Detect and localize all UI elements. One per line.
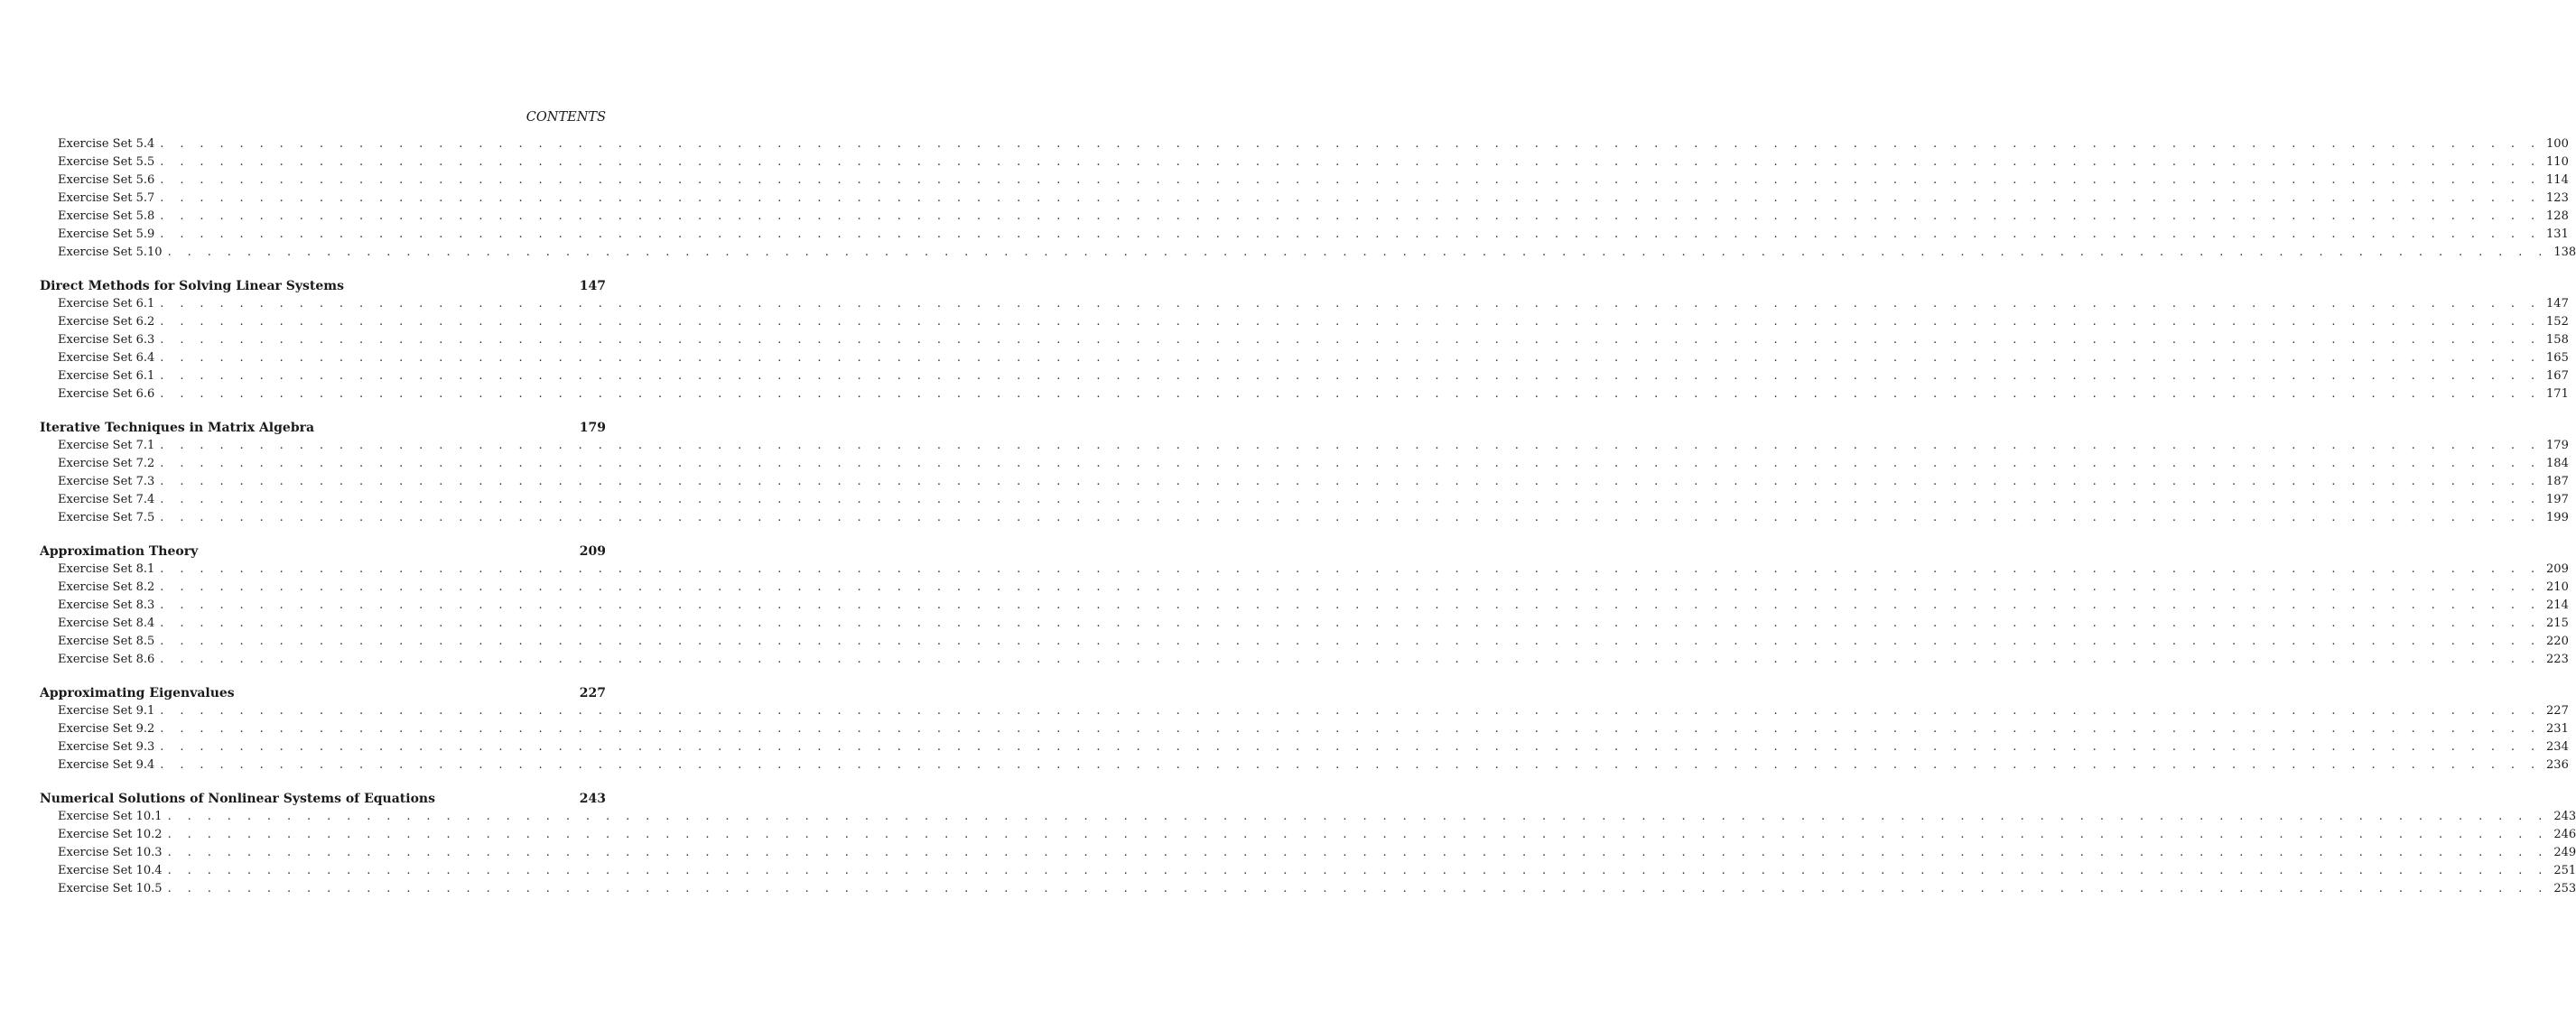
chapter-heading[interactable] xyxy=(40,684,606,702)
entry-page-number: 138 xyxy=(2553,246,2576,259)
entry-label: Exercise Set 7.2 xyxy=(58,457,155,470)
entry-page-number: 158 xyxy=(2546,333,2569,347)
dot-leader: . . . . . . . . . . . . . . . . . . . . . . . . . . . . . . . . . . . . . . . . . . . . . . . . . . . . . . . . . . . . . . . . . . . . . . . . . . . . . . . . . . . . . . . . . . . . . . . . . . . . . . . . . . . . . . . . . . . . . . . . xyxy=(160,155,2542,169)
entry-page-number: 223 xyxy=(2546,653,2569,666)
entry-label: Exercise Set 9.3 xyxy=(58,740,155,754)
toc-entry[interactable] xyxy=(58,190,2569,208)
dot-leader: . . . . . . . . . . . . . . . . . . . . . . . . . . . . . . . . . . . . . . . . . . . . . . . . . . . . . . . . . . . . . . . . . . . . . . . . . . . . . . . . . . . . . . . . . . . . . . . . . . . . . . . . . . . . . . . . . . . . . . . . xyxy=(160,740,2542,754)
dot-leader: . . . . . . . . . . . . . . . . . . . . . . . . . . . . . . . . . . . . . . . . . . . . . . . . . . . . . . . . . . . . . . . . . . . . . . . . . . . . . . . . . . . . . . . . . . . . . . . . . . . . . . . . . . . . . . . . . . . . . . . . xyxy=(160,511,2542,524)
entry-page-number: 110 xyxy=(2546,155,2569,169)
toc-entry[interactable] xyxy=(58,135,2569,153)
toc-entry[interactable] xyxy=(58,509,2569,527)
toc-entry[interactable] xyxy=(58,738,2569,756)
dot-leader: . . . . . . . . . . . . . . . . . . . . . . . . . . . . . . . . . . . . . . . . . . . . . . . . . . . . . . . . . . . . . . . . . . . . . . . . . . . . . . . . . . . . . . . . . . . . . . . . . . . . . . . . . . . . . . . . . . . . . . . . xyxy=(160,173,2542,187)
chapter-heading[interactable] xyxy=(40,419,606,437)
dot-leader: . . . . . . . . . . . . . . . . . . . . . . . . . . . . . . . . . . . . . . . . . . . . . . . . . . . . . . . . . . . . . . . . . . . . . . . . . . . . . . . . . . . . . . . . . . . . . . . . . . . . . . . . . . . . . . . . . . . . . . . . xyxy=(167,828,2549,841)
toc-section xyxy=(0,419,2569,527)
entry-page-number: 231 xyxy=(2546,722,2569,736)
entry-label: Exercise Set 10.1 xyxy=(58,810,163,823)
chapter-page-number: 147 xyxy=(579,279,606,293)
dot-leader: . . . . . . . . . . . . . . . . . . . . . . . . . . . . . . . . . . . . . . . . . . . . . . . . . . . . . . . . . . . . . . . . . . . . . . . . . . . . . . . . . . . . . . . . . . . . . . . . . . . . . . . . . . . . . . . . . . . . . . . . xyxy=(167,882,2549,895)
toc-entry[interactable] xyxy=(58,561,2569,579)
toc-entry[interactable] xyxy=(58,651,2569,669)
entry-page-number: 100 xyxy=(2546,137,2569,151)
entry-page-number: 197 xyxy=(2546,493,2569,506)
entry-label: Exercise Set 10.3 xyxy=(58,846,163,859)
entry-label: Exercise Set 5.4 xyxy=(58,137,155,151)
entry-label: Exercise Set 5.10 xyxy=(58,246,163,259)
toc-entry[interactable] xyxy=(58,633,2569,651)
dot-leader: . . . . . . . . . . . . . . . . . . . . . . . . . . . . . . . . . . . . . . . . . . . . . . . . . . . . . . . . . . . . . . . . . . . . . . . . . . . . . . . . . . . . . . . . . . . . . . . . . . . . . . . . . . . . . . . . . . . . . . . . xyxy=(160,635,2542,648)
chapter-title: Approximating Eigenvalues xyxy=(40,686,235,700)
dot-leader: . . . . . . . . . . . . . . . . . . . . . . . . . . . . . . . . . . . . . . . . . . . . . . . . . . . . . . . . . . . . . . . . . . . . . . . . . . . . . . . . . . . . . . . . . . . . . . . . . . . . . . . . . . . . . . . . . . . . . . . . xyxy=(160,704,2542,718)
dot-leader: . . . . . . . . . . . . . . . . . . . . . . . . . . . . . . . . . . . . . . . . . . . . . . . . . . . . . . . . . . . . . . . . . . . . . . . . . . . . . . . . . . . . . . . . . . . . . . . . . . . . . . . . . . . . . . . . . . . . . . . . xyxy=(160,722,2542,736)
entry-label: Exercise Set 8.1 xyxy=(58,562,155,576)
dot-leader: . . . . . . . . . . . . . . . . . . . . . . . . . . . . . . . . . . . . . . . . . . . . . . . . . . . . . . . . . . . . . . . . . . . . . . . . . . . . . . . . . . . . . . . . . . . . . . . . . . . . . . . . . . . . . . . . . . . . . . . . xyxy=(160,758,2542,772)
entry-label: Exercise Set 6.3 xyxy=(58,333,155,347)
entry-page-number: 246 xyxy=(2553,828,2576,841)
entry-page-number: 167 xyxy=(2546,369,2569,383)
chapter-heading[interactable] xyxy=(40,543,606,561)
toc-section xyxy=(0,135,2576,262)
dot-leader: . . . . . . . . . . . . . . . . . . . . . . . . . . . . . . . . . . . . . . . . . . . . . . . . . . . . . . . . . . . . . . . . . . . . . . . . . . . . . . . . . . . . . . . . . . . . . . . . . . . . . . . . . . . . . . . . . . . . . . . . xyxy=(160,439,2542,452)
entry-page-number: 209 xyxy=(2546,562,2569,576)
entry-label: Exercise Set 5.7 xyxy=(58,191,155,205)
toc-entry[interactable] xyxy=(58,313,2569,331)
entry-label: Exercise Set 10.2 xyxy=(58,828,163,841)
toc-entry[interactable] xyxy=(58,153,2569,172)
chapter-page-number: 179 xyxy=(579,421,606,435)
entry-label: Exercise Set 8.6 xyxy=(58,653,155,666)
entry-page-number: 114 xyxy=(2546,173,2569,187)
table-of-contents xyxy=(0,135,2576,914)
toc-entry[interactable] xyxy=(58,579,2569,597)
toc-entry[interactable] xyxy=(58,720,2569,738)
entry-label: Exercise Set 7.5 xyxy=(58,511,155,524)
toc-entry[interactable] xyxy=(58,473,2569,491)
entry-page-number: 214 xyxy=(2546,598,2569,612)
toc-entry[interactable] xyxy=(58,367,2569,385)
entry-page-number: 210 xyxy=(2546,580,2569,594)
toc-entry[interactable] xyxy=(58,331,2569,349)
toc-entry[interactable] xyxy=(58,756,2569,774)
toc-entry[interactable] xyxy=(58,244,2576,262)
entry-page-number: 131 xyxy=(2546,227,2569,241)
entry-page-number: 234 xyxy=(2546,740,2569,754)
entry-label: Exercise Set 8.2 xyxy=(58,580,155,594)
entry-label: Exercise Set 9.4 xyxy=(58,758,155,772)
entry-label: Exercise Set 9.2 xyxy=(58,722,155,736)
dot-leader: . . . . . . . . . . . . . . . . . . . . . . . . . . . . . . . . . . . . . . . . . . . . . . . . . . . . . . . . . . . . . . . . . . . . . . . . . . . . . . . . . . . . . . . . . . . . . . . . . . . . . . . . . . . . . . . . . . . . . . . . xyxy=(160,137,2542,151)
dot-leader: . . . . . . . . . . . . . . . . . . . . . . . . . . . . . . . . . . . . . . . . . . . . . . . . . . . . . . . . . . . . . . . . . . . . . . . . . . . . . . . . . . . . . . . . . . . . . . . . . . . . . . . . . . . . . . . . . . . . . . . . xyxy=(160,333,2542,347)
dot-leader: . . . . . . . . . . . . . . . . . . . . . . . . . . . . . . . . . . . . . . . . . . . . . . . . . . . . . . . . . . . . . . . . . . . . . . . . . . . . . . . . . . . . . . . . . . . . . . . . . . . . . . . . . . . . . . . . . . . . . . . . xyxy=(160,580,2542,594)
toc-entry[interactable] xyxy=(58,349,2569,367)
toc-entry[interactable] xyxy=(58,862,2576,880)
entry-label: Exercise Set 7.4 xyxy=(58,493,155,506)
entry-label: Exercise Set 5.5 xyxy=(58,155,155,169)
chapter-title: Approximation Theory xyxy=(40,544,199,559)
entry-page-number: 251 xyxy=(2553,864,2576,877)
chapter-title: Iterative Techniques in Matrix Algebra xyxy=(40,421,315,435)
chapter-page-number: 209 xyxy=(579,544,606,559)
entry-page-number: 147 xyxy=(2546,297,2569,311)
dot-leader: . . . . . . . . . . . . . . . . . . . . . . . . . . . . . . . . . . . . . . . . . . . . . . . . . . . . . . . . . . . . . . . . . . . . . . . . . . . . . . . . . . . . . . . . . . . . . . . . . . . . . . . . . . . . . . . . . . . . . . . . xyxy=(160,562,2542,576)
entry-label: Exercise Set 8.4 xyxy=(58,617,155,630)
dot-leader: . . . . . . . . . . . . . . . . . . . . . . . . . . . . . . . . . . . . . . . . . . . . . . . . . . . . . . . . . . . . . . . . . . . . . . . . . . . . . . . . . . . . . . . . . . . . . . . . . . . . . . . . . . . . . . . . . . . . . . . . xyxy=(160,475,2542,488)
entry-page-number: 215 xyxy=(2546,617,2569,630)
dot-leader: . . . . . . . . . . . . . . . . . . . . . . . . . . . . . . . . . . . . . . . . . . . . . . . . . . . . . . . . . . . . . . . . . . . . . . . . . . . . . . . . . . . . . . . . . . . . . . . . . . . . . . . . . . . . . . . . . . . . . . . . xyxy=(160,227,2542,241)
toc-entry[interactable] xyxy=(58,844,2576,862)
entry-page-number: 220 xyxy=(2546,635,2569,648)
toc-entry[interactable] xyxy=(58,702,2569,720)
toc-entry[interactable] xyxy=(58,808,2576,826)
entry-page-number: 249 xyxy=(2553,846,2576,859)
entry-page-number: 128 xyxy=(2546,209,2569,223)
entry-label: Exercise Set 10.5 xyxy=(58,882,163,895)
entry-label: Exercise Set 5.9 xyxy=(58,227,155,241)
dot-leader: . . . . . . . . . . . . . . . . . . . . . . . . . . . . . . . . . . . . . . . . . . . . . . . . . . . . . . . . . . . . . . . . . . . . . . . . . . . . . . . . . . . . . . . . . . . . . . . . . . . . . . . . . . . . . . . . . . . . . . . . xyxy=(160,351,2542,365)
dot-leader: . . . . . . . . . . . . . . . . . . . . . . . . . . . . . . . . . . . . . . . . . . . . . . . . . . . . . . . . . . . . . . . . . . . . . . . . . . . . . . . . . . . . . . . . . . . . . . . . . . . . . . . . . . . . . . . . . . . . . . . . xyxy=(160,617,2542,630)
dot-leader: . . . . . . . . . . . . . . . . . . . . . . . . . . . . . . . . . . . . . . . . . . . . . . . . . . . . . . . . . . . . . . . . . . . . . . . . . . . . . . . . . . . . . . . . . . . . . . . . . . . . . . . . . . . . . . . . . . . . . . . . xyxy=(167,810,2549,823)
chapter-heading[interactable] xyxy=(40,790,606,808)
toc-entry[interactable] xyxy=(58,880,2576,898)
toc-entry[interactable] xyxy=(58,295,2569,313)
entry-label: Exercise Set 8.3 xyxy=(58,598,155,612)
chapter-title: Direct Methods for Solving Linear Systems xyxy=(40,279,344,293)
toc-section xyxy=(0,684,2569,774)
toc-section xyxy=(0,277,2569,403)
entry-label: Exercise Set 6.1 xyxy=(58,369,155,383)
running-header: CONTENTS xyxy=(525,110,606,125)
toc-entry[interactable] xyxy=(58,615,2569,633)
toc-entry[interactable] xyxy=(58,455,2569,473)
entry-page-number: 123 xyxy=(2546,191,2569,205)
dot-leader: . . . . . . . . . . . . . . . . . . . . . . . . . . . . . . . . . . . . . . . . . . . . . . . . . . . . . . . . . . . . . . . . . . . . . . . . . . . . . . . . . . . . . . . . . . . . . . . . . . . . . . . . . . . . . . . . . . . . . . . . xyxy=(160,315,2542,329)
entry-page-number: 227 xyxy=(2546,704,2569,718)
dot-leader: . . . . . . . . . . . . . . . . . . . . . . . . . . . . . . . . . . . . . . . . . . . . . . . . . . . . . . . . . . . . . . . . . . . . . . . . . . . . . . . . . . . . . . . . . . . . . . . . . . . . . . . . . . . . . . . . . . . . . . . . xyxy=(167,864,2549,877)
toc-entry[interactable] xyxy=(58,491,2569,509)
toc-entry[interactable] xyxy=(58,597,2569,615)
chapter-heading[interactable] xyxy=(40,277,606,295)
entry-label: Exercise Set 6.2 xyxy=(58,315,155,329)
dot-leader: . . . . . . . . . . . . . . . . . . . . . . . . . . . . . . . . . . . . . . . . . . . . . . . . . . . . . . . . . . . . . . . . . . . . . . . . . . . . . . . . . . . . . . . . . . . . . . . . . . . . . . . . . . . . . . . . . . . . . . . . xyxy=(160,493,2542,506)
dot-leader: . . . . . . . . . . . . . . . . . . . . . . . . . . . . . . . . . . . . . . . . . . . . . . . . . . . . . . . . . . . . . . . . . . . . . . . . . . . . . . . . . . . . . . . . . . . . . . . . . . . . . . . . . . . . . . . . . . . . . . . . xyxy=(160,598,2542,612)
dot-leader: . . . . . . . . . . . . . . . . . . . . . . . . . . . . . . . . . . . . . . . . . . . . . . . . . . . . . . . . . . . . . . . . . . . . . . . . . . . . . . . . . . . . . . . . . . . . . . . . . . . . . . . . . . . . . . . . . . . . . . . . xyxy=(160,297,2542,311)
dot-leader: . . . . . . . . . . . . . . . . . . . . . . . . . . . . . . . . . . . . . . . . . . . . . . . . . . . . . . . . . . . . . . . . . . . . . . . . . . . . . . . . . . . . . . . . . . . . . . . . . . . . . . . . . . . . . . . . . . . . . . . . xyxy=(167,846,2549,859)
entry-label: Exercise Set 5.8 xyxy=(58,209,155,223)
entry-page-number: 199 xyxy=(2546,511,2569,524)
entry-page-number: 184 xyxy=(2546,457,2569,470)
entry-page-number: 179 xyxy=(2546,439,2569,452)
dot-leader: . . . . . . . . . . . . . . . . . . . . . . . . . . . . . . . . . . . . . . . . . . . . . . . . . . . . . . . . . . . . . . . . . . . . . . . . . . . . . . . . . . . . . . . . . . . . . . . . . . . . . . . . . . . . . . . . . . . . . . . . xyxy=(160,369,2542,383)
dot-leader: . . . . . . . . . . . . . . . . . . . . . . . . . . . . . . . . . . . . . . . . . . . . . . . . . . . . . . . . . . . . . . . . . . . . . . . . . . . . . . . . . . . . . . . . . . . . . . . . . . . . . . . . . . . . . . . . . . . . . . . . xyxy=(160,209,2542,223)
entry-label: Exercise Set 7.1 xyxy=(58,439,155,452)
entry-page-number: 171 xyxy=(2546,387,2569,401)
entry-label: Exercise Set 10.4 xyxy=(58,864,163,877)
dot-leader: . . . . . . . . . . . . . . . . . . . . . . . . . . . . . . . . . . . . . . . . . . . . . . . . . . . . . . . . . . . . . . . . . . . . . . . . . . . . . . . . . . . . . . . . . . . . . . . . . . . . . . . . . . . . . . . . . . . . . . . . xyxy=(160,653,2542,666)
dot-leader: . . . . . . . . . . . . . . . . . . . . . . . . . . . . . . . . . . . . . . . . . . . . . . . . . . . . . . . . . . . . . . . . . . . . . . . . . . . . . . . . . . . . . . . . . . . . . . . . . . . . . . . . . . . . . . . . . . . . . . . . xyxy=(160,191,2542,205)
toc-entry[interactable] xyxy=(58,385,2569,403)
toc-entry[interactable] xyxy=(58,437,2569,455)
chapter-title: Numerical Solutions of Nonlinear Systems of Equations xyxy=(40,792,435,806)
chapter-page-number: 227 xyxy=(579,686,606,700)
dot-leader: . . . . . . . . . . . . . . . . . . . . . . . . . . . . . . . . . . . . . . . . . . . . . . . . . . . . . . . . . . . . . . . . . . . . . . . . . . . . . . . . . . . . . . . . . . . . . . . . . . . . . . . . . . . . . . . . . . . . . . . . xyxy=(167,246,2549,259)
entry-page-number: 187 xyxy=(2546,475,2569,488)
entry-label: Exercise Set 7.3 xyxy=(58,475,155,488)
dot-leader: . . . . . . . . . . . . . . . . . . . . . . . . . . . . . . . . . . . . . . . . . . . . . . . . . . . . . . . . . . . . . . . . . . . . . . . . . . . . . . . . . . . . . . . . . . . . . . . . . . . . . . . . . . . . . . . . . . . . . . . . xyxy=(160,387,2542,401)
entry-page-number: 243 xyxy=(2553,810,2576,823)
entry-label: Exercise Set 8.5 xyxy=(58,635,155,648)
toc-entry[interactable] xyxy=(58,172,2569,190)
chapter-page-number: 243 xyxy=(579,792,606,806)
toc-section xyxy=(0,790,2576,898)
toc-entry[interactable] xyxy=(58,208,2569,226)
toc-entry[interactable] xyxy=(58,826,2576,844)
toc-entry[interactable] xyxy=(58,226,2569,244)
entry-label: Exercise Set 6.4 xyxy=(58,351,155,365)
entry-label: Exercise Set 9.1 xyxy=(58,704,155,718)
entry-label: Exercise Set 6.6 xyxy=(58,387,155,401)
toc-section xyxy=(0,543,2569,669)
entry-page-number: 253 xyxy=(2553,882,2576,895)
entry-label: Exercise Set 5.6 xyxy=(58,173,155,187)
entry-page-number: 236 xyxy=(2546,758,2569,772)
entry-label: Exercise Set 6.1 xyxy=(58,297,155,311)
entry-page-number: 152 xyxy=(2546,315,2569,329)
entry-page-number: 165 xyxy=(2546,351,2569,365)
dot-leader: . . . . . . . . . . . . . . . . . . . . . . . . . . . . . . . . . . . . . . . . . . . . . . . . . . . . . . . . . . . . . . . . . . . . . . . . . . . . . . . . . . . . . . . . . . . . . . . . . . . . . . . . . . . . . . . . . . . . . . . . xyxy=(160,457,2542,470)
